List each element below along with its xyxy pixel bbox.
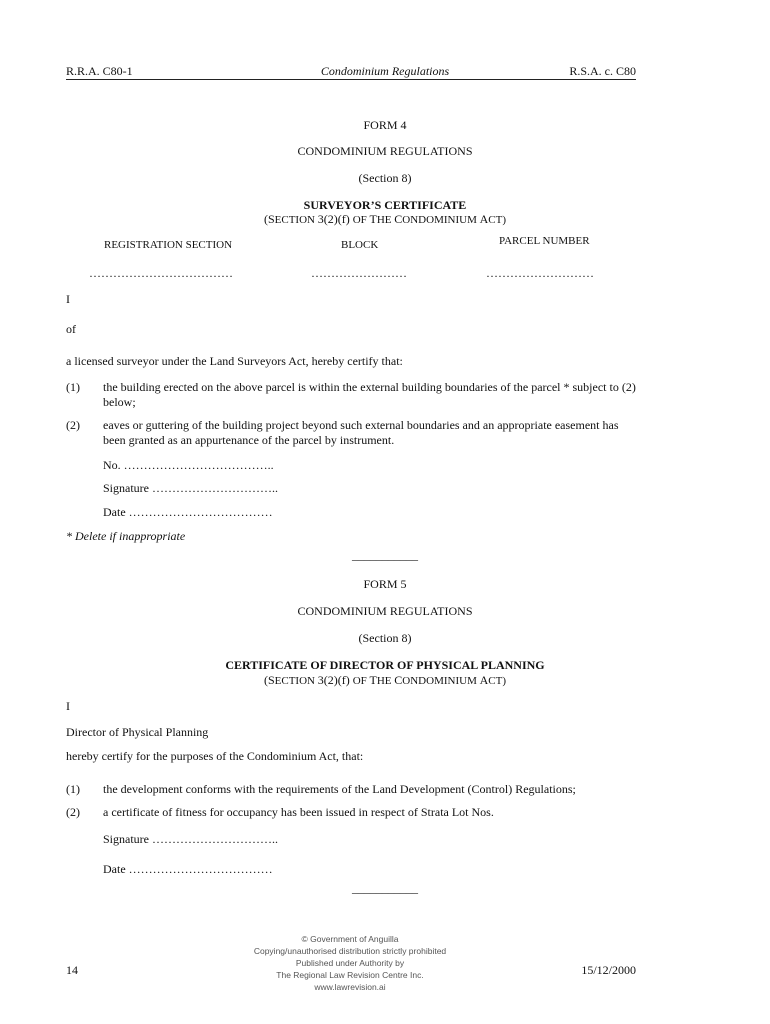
form5-section: (Section 8) xyxy=(358,631,412,645)
dots-parcel: ……………………… xyxy=(486,266,594,280)
header-left: R.R.A. C80-1 xyxy=(66,64,133,78)
form4-item-1-number: (1) xyxy=(66,380,80,394)
form4-label: FORM 4 xyxy=(363,118,407,132)
form5-signature-line: Signature ………………………….. xyxy=(103,832,278,846)
dots-block: …………………… xyxy=(311,266,407,280)
form4-line-of: of xyxy=(66,322,76,336)
col-parcel-number: PARCEL NUMBER xyxy=(499,235,590,247)
form5-intro: hereby certify for the purposes of the Condominium Act, that: xyxy=(66,749,364,763)
footer-date: 15/12/2000 xyxy=(581,963,636,977)
form4-no-line: No. ……………………………….. xyxy=(103,458,274,472)
footer-line-prohibition: Copying/unauthorised distribution strictly prohibited xyxy=(253,946,447,956)
form4-separator: ___________ xyxy=(352,548,418,562)
form4-note: * Delete if inappropriate xyxy=(66,529,186,543)
header-center: Condominium Regulations xyxy=(320,64,450,78)
header-rule xyxy=(66,79,636,80)
footer-copyright-block xyxy=(230,933,470,993)
form5-line-i: I xyxy=(66,699,70,713)
col-block: BLOCK xyxy=(341,239,379,251)
form4-item-2-text: eaves or guttering of the building project beyond such external boundaries and an appropriate easement has been granted as an appurtenance of the parcel by instrument. xyxy=(103,418,619,447)
form4-cert-title: SURVEYOR’S CERTIFICATE xyxy=(303,198,467,212)
col-registration-section: REGISTRATION SECTION xyxy=(104,239,233,251)
form5-item-1-text: the development conforms with the requirements of the Land Development (Control) Regulations; xyxy=(103,782,576,796)
form5-item-1-number: (1) xyxy=(66,782,80,796)
form4-date-line: Date ……………………………… xyxy=(103,505,273,519)
form4-regs-title: CONDOMINIUM REGULATIONS xyxy=(297,144,473,158)
form4-item-2-number: (2) xyxy=(66,418,80,432)
form5-label: FORM 5 xyxy=(363,577,407,591)
form5-cert-subtitle: (SECTION 3(2)(f) OF THE CONDOMINIUM ACT) xyxy=(263,673,507,687)
dots-registration: ……………………………… xyxy=(89,266,233,280)
form4-line-i: I xyxy=(66,292,70,306)
header-right: R.S.A. c. C80 xyxy=(569,64,636,78)
form4-cert-subtitle: (SECTION 3(2)(f) OF THE CONDOMINIUM ACT) xyxy=(263,212,507,226)
form5-director: Director of Physical Planning xyxy=(66,725,209,739)
footer-line-copyright: © Government of Anguilla xyxy=(301,934,399,944)
form5-regs-title: CONDOMINIUM REGULATIONS xyxy=(297,604,473,618)
form5-item-2-number: (2) xyxy=(66,805,80,819)
form4-signature-line: Signature ………………………….. xyxy=(103,481,278,495)
form4-section: (Section 8) xyxy=(358,171,412,185)
form4-intro: a licensed surveyor under the Land Surveyors Act, hereby certify that: xyxy=(66,354,403,368)
form5-separator: ___________ xyxy=(352,881,418,895)
page-number: 14 xyxy=(66,963,78,977)
form5-date-line: Date ……………………………… xyxy=(103,862,273,876)
footer-line-publisher: The Regional Law Revision Centre Inc. xyxy=(276,970,424,980)
footer-line-authority: Published under Authority by xyxy=(295,958,405,968)
form4-item-1-text: the building erected on the above parcel is within the external building boundaries of the parcel * subject to (2) below; xyxy=(103,380,636,409)
footer-line-website: www.lawrevision.ai xyxy=(314,982,386,992)
form5-item-2-text: a certificate of fitness for occupancy has been issued in respect of Strata Lot Nos. xyxy=(103,805,494,819)
form5-cert-title: CERTIFICATE OF DIRECTOR OF PHYSICAL PLANNING xyxy=(225,658,545,672)
